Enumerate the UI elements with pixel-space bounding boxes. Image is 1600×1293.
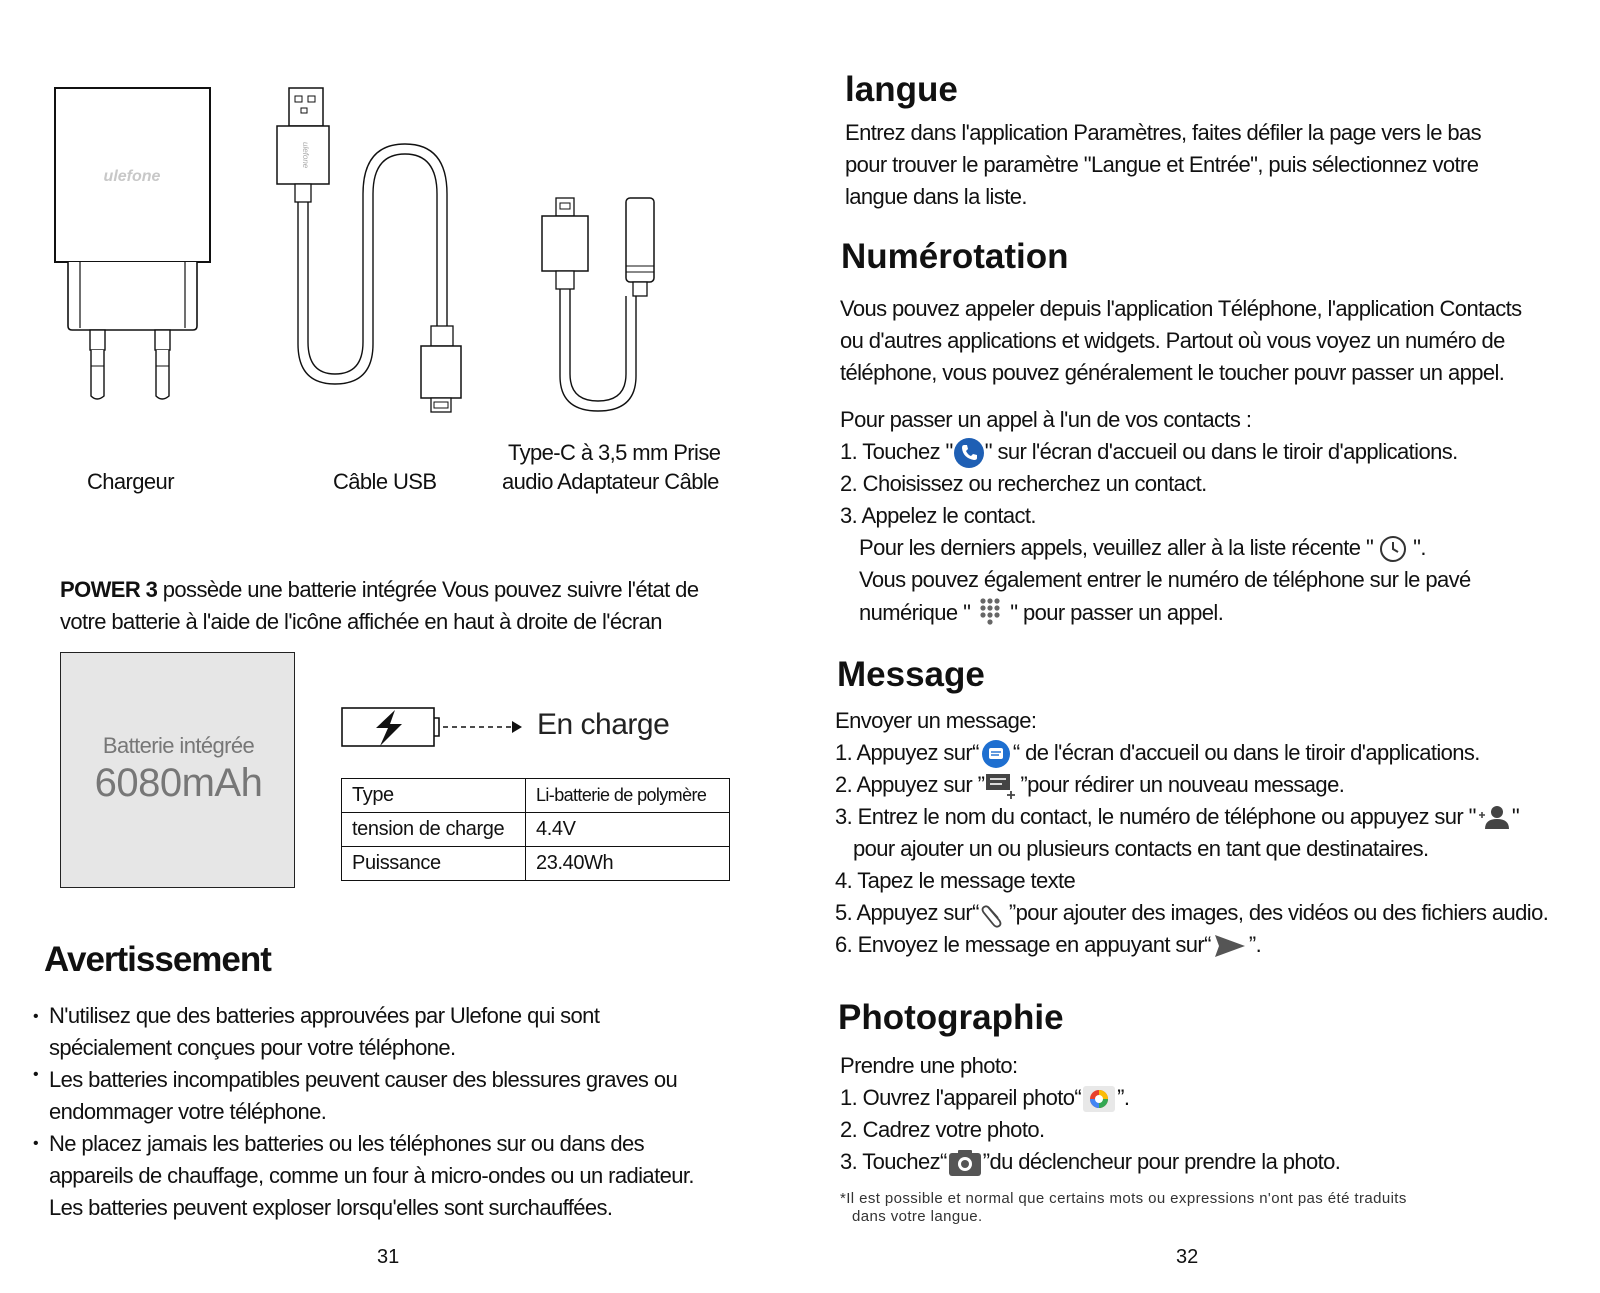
charger-label: Chargeur xyxy=(87,469,174,494)
numerotation-line2: ou d'autres applications et widgets. Partout où vous voyez un numéro de xyxy=(840,328,1505,353)
message-step-3-line2: pour ajouter un ou plusieurs contacts en tant que destinataires. xyxy=(853,836,1429,861)
warning-1-line2: spécialement conçues pour votre téléphone. xyxy=(49,1035,456,1060)
photo-step-1: 1. Ouvrez l'appareil photo“ ”. xyxy=(840,1082,1129,1115)
spec-value: 23.40Wh xyxy=(526,847,730,881)
spec-value: Li-batterie de polymère xyxy=(526,779,730,813)
add-contact-icon xyxy=(1476,803,1512,833)
page-number-left: 31 xyxy=(377,1246,400,1268)
langue-line3: langue dans la liste. xyxy=(845,184,1027,209)
message-step-2: 2. Appuyez sur ” ”pour rédirer un nouveau message. xyxy=(835,769,1344,801)
paperclip-icon xyxy=(979,899,1009,929)
adapter-label-line2: audio Adaptateur Câble xyxy=(502,469,719,494)
dialpad-line2: numérique " " pour passer un appel. xyxy=(859,596,1223,632)
warning-3-line1: Ne placez jamais les batteries ou les téléphones sur ou dans des xyxy=(49,1131,645,1156)
message-step-3: 3. Entrez le nom du contact, le numéro de téléphone ou appuyez sur " " xyxy=(835,801,1519,833)
usb-cable-label: Câble USB xyxy=(333,469,437,494)
battery-intro-text: possède une batterie intégrée Vous pouvez suivre l'état de xyxy=(157,577,699,602)
footnote-line2: dans votre langue. xyxy=(852,1208,983,1225)
battery-spec-table xyxy=(341,778,730,881)
warning-3-line3: Les batteries peuvent exploser lorsqu'elles sont surchauffées. xyxy=(49,1195,613,1220)
langue-line2: pour trouver le paramètre "Langue et Entrée", puis sélectionnez votre xyxy=(845,152,1479,177)
bullet-icon: • xyxy=(33,1066,39,1083)
adapter-label-line1: Type-C à 3,5 mm Prise xyxy=(508,440,721,465)
messages-app-icon xyxy=(979,739,1013,769)
model-name: POWER 3 xyxy=(60,577,158,602)
message-step-6: 6. Envoyez le message en appuyant sur“ ”. xyxy=(835,929,1261,961)
langue-heading: langue xyxy=(845,70,958,109)
call-step-2: 2. Choisissez ou recherchez un contact. xyxy=(840,471,1207,496)
bullet-icon: • xyxy=(33,1135,39,1152)
adapter-illustration xyxy=(540,196,680,426)
charger-illustration xyxy=(50,84,220,404)
numerotation-heading: Numérotation xyxy=(841,237,1069,276)
battery-intro-line1 xyxy=(60,574,698,606)
table-row xyxy=(342,779,730,813)
photo-step-3: 3. Touchez“ ”du déclencheur pour prendre la photo. xyxy=(840,1146,1340,1178)
spec-key: Type xyxy=(342,779,526,813)
svg-text:ulefone: ulefone xyxy=(301,142,310,169)
langue-line1: Entrez dans l'application Paramètres, faites défiler la page vers le bas xyxy=(845,120,1482,145)
photo-intro: Prendre une photo: xyxy=(840,1053,1018,1078)
recent-calls-line: Pour les derniers appels, veuillez aller à la liste récente " ". xyxy=(859,532,1426,564)
numerotation-line3: téléphone, vous pouvez généralement le toucher pouvr passer un appel. xyxy=(840,360,1505,385)
spec-key: Puissance xyxy=(342,847,526,881)
warning-2-line1: Les batteries incompatibles peuvent causer des blessures graves ou xyxy=(49,1067,678,1092)
warning-heading: Avertissement xyxy=(44,940,271,979)
camera-app-icon xyxy=(1081,1083,1117,1115)
dialpad-icon xyxy=(970,596,1010,632)
battery-box-label: Batterie intégrée xyxy=(102,733,255,758)
contacts-intro: Pour passer un appel à l'un de vos contacts : xyxy=(840,407,1252,432)
message-step-5: 5. Appuyez sur“ ”pour ajouter des images, des vidéos ou des fichiers audio. xyxy=(835,897,1548,929)
table-row xyxy=(342,813,730,847)
charger-brand-logo: ulefone xyxy=(103,168,161,185)
message-intro: Envoyer un message: xyxy=(835,708,1037,733)
battery-intro-line2: votre batterie à l'aide de l'icône affichée en haut à droite de l'écran xyxy=(60,609,662,634)
photo-step-2: 2. Cadrez votre photo. xyxy=(840,1117,1045,1142)
table-row xyxy=(342,847,730,881)
new-message-icon xyxy=(984,771,1020,801)
warning-1-line1: N'utilisez que des batteries approuvées par Ulefone qui sont xyxy=(49,1003,600,1028)
message-step-1: 1. Appuyez sur“ “ de l'écran d'accueil ou dans le tiroir d'applications. xyxy=(835,737,1480,769)
shutter-icon xyxy=(947,1148,983,1178)
spec-value: 4.4V xyxy=(526,813,730,847)
message-heading: Message xyxy=(837,655,985,694)
warning-3-line2: appareils de chauffage, comme un four à micro-ondes ou un radiateur. xyxy=(49,1163,694,1188)
spec-key: tension de charge xyxy=(342,813,526,847)
phone-icon xyxy=(953,437,985,469)
battery-capacity-value: 6080mAh xyxy=(94,761,263,805)
numerotation-line1: Vous pouvez appeler depuis l'application Téléphone, l'application Contacts xyxy=(840,296,1522,321)
photo-heading: Photographie xyxy=(838,998,1064,1037)
battery-capacity-box xyxy=(60,652,295,888)
bullet-icon: • xyxy=(33,1008,39,1025)
message-step-4: 4. Tapez le message texte xyxy=(835,868,1076,893)
page-number-right: 32 xyxy=(1176,1246,1199,1268)
charging-battery-icon xyxy=(340,704,530,752)
call-step-3: 3. Appelez le contact. xyxy=(840,503,1036,528)
usb-cable-illustration xyxy=(275,84,475,429)
call-step-1: 1. Touchez " " sur l'écran d'accueil ou dans le tiroir d'applications. xyxy=(840,436,1458,469)
footnote-line1: *Il est possible et normal que certains mots ou expressions n'ont pas été traduits xyxy=(840,1190,1407,1207)
dialpad-line1: Vous pouvez également entrer le numéro de téléphone sur le pavé xyxy=(859,567,1471,592)
clock-icon xyxy=(1373,534,1413,564)
send-icon xyxy=(1211,932,1249,960)
charging-label: En charge xyxy=(537,708,670,741)
warning-2-line2: endommager votre téléphone. xyxy=(49,1099,327,1124)
